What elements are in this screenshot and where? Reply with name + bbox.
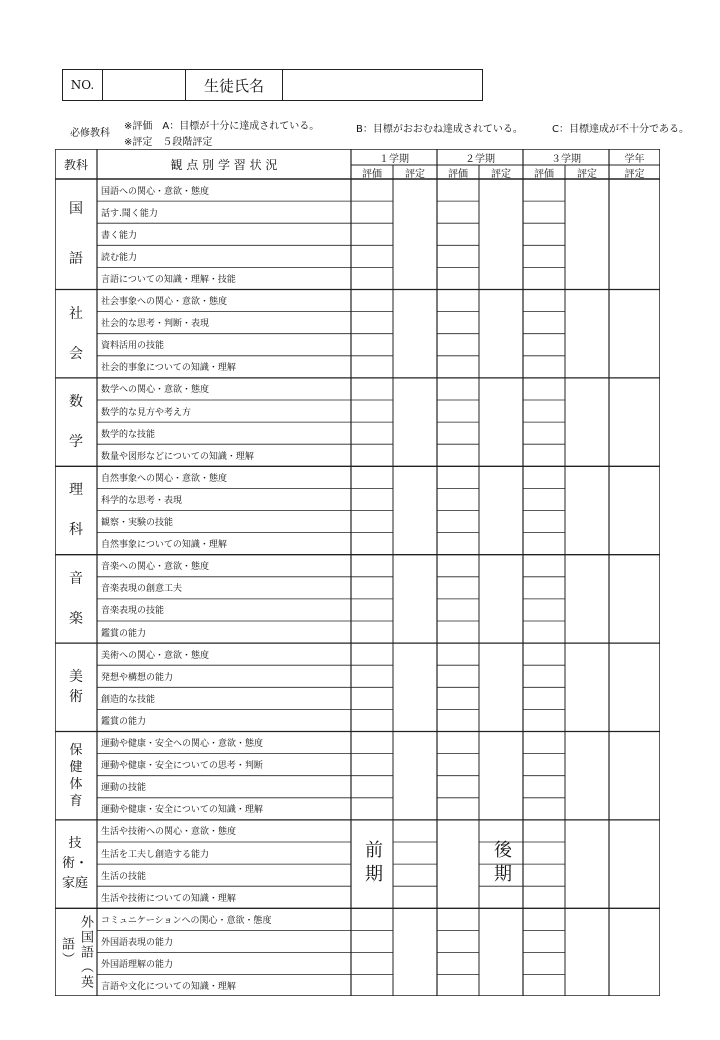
- eval-cell-term-1[interactable]: [351, 179, 393, 201]
- eval-cell-term-3[interactable]: [523, 732, 565, 754]
- viewpoint-item: 外国語表現の能力: [101, 937, 174, 948]
- subject-label-7: 保健体育: [69, 742, 83, 809]
- viewpoint-item: 運動や健康・安全への関心・意欲・態度: [101, 739, 264, 750]
- eval-cell-term-2[interactable]: [437, 312, 479, 334]
- eval-cell-term-2[interactable]: [437, 400, 479, 422]
- eval-cell-term-1[interactable]: [351, 754, 393, 776]
- eval-cell-term-1[interactable]: [351, 732, 393, 754]
- viewpoint-item: 社会的事象についての知識・理解: [101, 363, 236, 374]
- rating-cell-term-3[interactable]: [565, 643, 609, 731]
- rating-header-term-1: 評定: [405, 168, 425, 179]
- rating-cell-term-2[interactable]: [479, 908, 523, 996]
- eval-cell-term-3[interactable]: [523, 577, 565, 599]
- rating-cell-term-3[interactable]: [565, 908, 609, 996]
- eval-b-note: B：目標がおおむね達成されている。: [356, 124, 523, 135]
- eval-cell-term-1[interactable]: [351, 223, 393, 245]
- eval-cell-term-3[interactable]: [523, 356, 565, 378]
- subject-label-5: 音楽: [69, 570, 83, 627]
- year-rating-cell[interactable]: [609, 908, 660, 996]
- rating-cell-term-3[interactable]: [565, 378, 609, 466]
- viewpoint-item: 社会的な思考・判断・表現: [101, 319, 210, 330]
- eval-cell-term-2[interactable]: [437, 975, 479, 997]
- eval-cell-term-1[interactable]: [351, 533, 393, 555]
- viewpoint-item: 音楽表現の創意工夫: [101, 584, 183, 595]
- subject-label-8: 技術・家庭: [62, 836, 89, 892]
- term-header-2: ２学期: [465, 153, 495, 165]
- eval-cell-term-2[interactable]: [437, 621, 479, 643]
- year-rating-cell[interactable]: [609, 378, 660, 466]
- eval-cell-term-2[interactable]: [437, 555, 479, 577]
- eval-cell-term-3[interactable]: [523, 179, 565, 201]
- rating-cell-term-1[interactable]: [393, 555, 437, 643]
- eval-cell-term-3[interactable]: [523, 223, 565, 245]
- eval-cell-term-3[interactable]: [523, 908, 565, 930]
- viewpoint-item: 言語や文化についての知識・理解: [101, 982, 236, 993]
- eval-cell-term-3[interactable]: [523, 533, 565, 555]
- eval-cell-term-1[interactable]: [351, 687, 393, 709]
- eval-cell-term-3[interactable]: [523, 953, 565, 975]
- subject-label-9: 外国語（英語）: [59, 914, 93, 990]
- eval-cell-term-1[interactable]: [351, 953, 393, 975]
- rating-note: ※評定 ５段階評定: [124, 137, 213, 148]
- year-rating-header: 評定: [624, 168, 645, 179]
- rating-cell-term-1[interactable]: [393, 466, 437, 554]
- eval-cell-term-1[interactable]: [351, 709, 393, 731]
- viewpoint-item: 数学的な技能: [101, 429, 156, 440]
- eval-cell-term-1[interactable]: [351, 555, 393, 577]
- eval-cell-term-2[interactable]: [437, 687, 479, 709]
- eval-cell-term-2[interactable]: [437, 267, 479, 289]
- viewpoint-item: 読む能力: [101, 252, 138, 263]
- student-name-label: 生徒氏名: [186, 70, 283, 100]
- year-rating-cell[interactable]: [609, 732, 660, 820]
- viewpoint-item: 自然事象への関心・意欲・態度: [101, 473, 228, 484]
- viewpoint-item: 鑑賞の能力: [101, 628, 147, 639]
- viewpoint-item: 運動や健康・安全についての思考・判断: [101, 761, 263, 772]
- eval-cell-term-2[interactable]: [437, 356, 479, 378]
- eval-cell-term-2[interactable]: [437, 245, 479, 267]
- eval-cell-term-3[interactable]: [523, 378, 565, 400]
- viewpoint-item: コミュニケーションへの関心・意欲・態度: [101, 915, 272, 926]
- eval-note: ※評価 A：目標が十分に達成されている。: [124, 121, 320, 132]
- rating-cell-term-2[interactable]: [479, 555, 523, 643]
- eval-header-term-3: 評価: [534, 168, 554, 179]
- rating-cell-term-2[interactable]: [479, 732, 523, 820]
- viewpoint-item: 鑑賞の能力: [101, 716, 147, 727]
- eval-c-note: C：目標達成が不十分である。: [552, 124, 689, 135]
- eval-cell-term-3[interactable]: [523, 422, 565, 444]
- eval-cell-term-1[interactable]: [351, 400, 393, 422]
- viewpoint-item: 書く能力: [101, 230, 138, 241]
- eval-cell-term-1[interactable]: [351, 643, 393, 665]
- eval-cell-term-2[interactable]: [437, 732, 479, 754]
- second-half-label: 後期: [491, 840, 512, 889]
- evaluation-table: [55, 149, 660, 996]
- eval-cell-term-3[interactable]: [523, 975, 565, 997]
- year-rating-cell[interactable]: [609, 290, 660, 378]
- eval-cell-term-3[interactable]: [523, 930, 565, 952]
- eval-cell-term-1[interactable]: [351, 378, 393, 400]
- eval-cell-term-3[interactable]: [523, 798, 565, 820]
- rating-cell-term-2[interactable]: [479, 290, 523, 378]
- eval-cell-term-1[interactable]: [351, 577, 393, 599]
- eval-cell-term-3[interactable]: [523, 820, 565, 842]
- subject-label-1: 国語: [69, 201, 83, 268]
- eval-cell-term-2[interactable]: [437, 378, 479, 400]
- rating-header-term-3: 評定: [577, 168, 597, 179]
- eval-cell-term-2[interactable]: [437, 511, 479, 533]
- eval-cell-term-1[interactable]: [351, 665, 393, 687]
- viewpoint-item: 音楽への関心・意欲・態度: [101, 562, 210, 573]
- rating-cell-term-2[interactable]: [479, 466, 523, 554]
- eval-cell-term-2[interactable]: [437, 908, 479, 930]
- eval-cell-term-2[interactable]: [437, 201, 479, 223]
- rating-cell-term-3[interactable]: [565, 179, 609, 290]
- year-rating-cell[interactable]: [609, 820, 660, 908]
- term-header-3: ３学期: [551, 153, 581, 165]
- required-label: 必修教科: [70, 128, 110, 139]
- subject-column-header: 教科: [63, 157, 88, 172]
- viewpoint-item: 運動や健康・安全についての知識・理解: [101, 805, 263, 816]
- rating-cell-term-2[interactable]: [479, 378, 523, 466]
- year-rating-cell[interactable]: [609, 466, 660, 554]
- eval-header-term-1: 評価: [362, 168, 382, 179]
- eval-cell-term-1[interactable]: [351, 201, 393, 223]
- viewpoint-item: 自然事象についての知識・理解: [101, 540, 227, 551]
- eval-cell-term-2[interactable]: [437, 754, 479, 776]
- year-rating-cell[interactable]: [609, 179, 660, 290]
- viewpoint-item: 音楽表現の技能: [101, 606, 165, 617]
- rating-cell-term-3[interactable]: [565, 732, 609, 820]
- eval-cell-term-3[interactable]: [523, 267, 565, 289]
- eval-cell-term-3[interactable]: [523, 886, 565, 908]
- eval-cell-term-2[interactable]: [437, 953, 479, 975]
- eval-cell-term-2[interactable]: [437, 290, 479, 312]
- viewpoint-item: 発想や構想の能力: [101, 672, 174, 683]
- viewpoint-item: 生活や技術についての知識・理解: [101, 893, 236, 904]
- eval-cell-term-3[interactable]: [523, 555, 565, 577]
- eval-cell-term-3[interactable]: [523, 687, 565, 709]
- eval-cell-term-3[interactable]: [523, 312, 565, 334]
- eval-cell-term-3[interactable]: [523, 245, 565, 267]
- viewpoint-item: 国語への関心・意欲・態度: [101, 186, 210, 197]
- eval-cell-term-2[interactable]: [437, 643, 479, 665]
- rating-cell-term-1[interactable]: [393, 908, 437, 996]
- eval-cell-term-3[interactable]: [523, 400, 565, 422]
- subject-label-2: 社会: [69, 305, 83, 362]
- rating-cell-term-2[interactable]: [479, 643, 523, 731]
- rating-header-term-2: 評定: [491, 168, 511, 179]
- viewpoint-column-header: 観 点 別 学 習 状 況: [170, 157, 278, 172]
- viewpoint-item: 運動の技能: [101, 783, 147, 794]
- rating-cell-term-1[interactable]: [393, 290, 437, 378]
- eval-cell-term-3[interactable]: [523, 754, 565, 776]
- viewpoint-item: 社会事象への関心・意欲・態度: [101, 297, 228, 308]
- rating-cell-term-2[interactable]: [479, 179, 523, 290]
- rating-cell-term-3[interactable]: [565, 290, 609, 378]
- subject-label-4: 理科: [69, 482, 83, 539]
- eval-cell-term-2[interactable]: [437, 577, 479, 599]
- viewpoint-item: 創造的な技能: [101, 694, 156, 705]
- rating-cell-term-3[interactable]: [565, 555, 609, 643]
- eval-cell-term-2[interactable]: [437, 533, 479, 555]
- eval-cell-term-3[interactable]: [523, 201, 565, 223]
- year-rating-cell[interactable]: [609, 555, 660, 643]
- viewpoint-item: 言語についての知識・理解・技能: [101, 274, 236, 285]
- eval-cell-term-3[interactable]: [523, 466, 565, 488]
- rating-cell-term-1[interactable]: [393, 179, 437, 290]
- eval-cell-term-3[interactable]: [523, 599, 565, 621]
- eval-cell-term-1[interactable]: [351, 466, 393, 488]
- year-header: 学年: [624, 153, 645, 165]
- eval-cell-term-1[interactable]: [351, 599, 393, 621]
- eval-cell-term-3[interactable]: [523, 643, 565, 665]
- viewpoint-item: 美術への関心・意欲・態度: [101, 650, 210, 661]
- eval-cell-term-1[interactable]: [351, 334, 393, 356]
- viewpoint-item: 数量や図形などについての知識・理解: [101, 451, 254, 462]
- eval-cell-term-2[interactable]: [437, 798, 479, 820]
- eval-cell-term-1[interactable]: [351, 511, 393, 533]
- eval-cell-term-2[interactable]: [437, 334, 479, 356]
- eval-cell-term-2[interactable]: [437, 599, 479, 621]
- eval-cell-term-3[interactable]: [523, 709, 565, 731]
- eval-cell-term-1[interactable]: [351, 422, 393, 444]
- eval-cell-term-3[interactable]: [523, 621, 565, 643]
- eval-cell-term-1[interactable]: [351, 930, 393, 952]
- eval-cell-term-3[interactable]: [523, 776, 565, 798]
- viewpoint-item: 科学的な思考・表現: [101, 495, 183, 506]
- eval-cell-term-3[interactable]: [523, 665, 565, 687]
- header-box: [62, 69, 483, 101]
- viewpoint-item: 観察・実験の技能: [101, 518, 174, 529]
- eval-cell-term-2[interactable]: [437, 179, 479, 201]
- eval-cell-term-1[interactable]: [351, 267, 393, 289]
- viewpoint-item: 生活や技術への関心・意欲・態度: [101, 827, 237, 838]
- eval-cell-term-1[interactable]: [351, 621, 393, 643]
- eval-cell-term-3[interactable]: [523, 864, 565, 886]
- eval-cell-term-1[interactable]: [351, 488, 393, 510]
- viewpoint-item: 話す.聞く能力: [101, 208, 158, 219]
- eval-cell-term-3[interactable]: [523, 488, 565, 510]
- eval-cell-term-3[interactable]: [523, 290, 565, 312]
- no-label: NO.: [63, 70, 103, 100]
- eval-cell-term-1[interactable]: [351, 356, 393, 378]
- subject-label-6: 美術: [69, 669, 83, 706]
- viewpoint-item: 生活を工夫し創造する能力: [101, 849, 210, 860]
- viewpoint-item: 数学への関心・意欲・態度: [101, 385, 210, 396]
- eval-cell-term-1[interactable]: [351, 776, 393, 798]
- eval-cell-term-2[interactable]: [437, 709, 479, 731]
- first-half-label: 前期: [362, 840, 383, 889]
- eval-cell-term-2[interactable]: [437, 665, 479, 687]
- eval-cell-term-1[interactable]: [351, 444, 393, 466]
- eval-cell-term-2[interactable]: [437, 422, 479, 444]
- eval-cell-term-2[interactable]: [437, 930, 479, 952]
- student-name-field[interactable]: [283, 70, 482, 100]
- eval-cell-term-1[interactable]: [351, 798, 393, 820]
- viewpoint-item: 生活の技能: [101, 871, 147, 882]
- viewpoint-item: 数学的な見方や考え方: [101, 407, 192, 418]
- eval-cell-term-2[interactable]: [437, 466, 479, 488]
- rating-cell-term-3[interactable]: [565, 466, 609, 554]
- rating-cell-term-1[interactable]: [393, 378, 437, 466]
- eval-cell-term-2[interactable]: [437, 488, 479, 510]
- eval-cell-term-2[interactable]: [437, 223, 479, 245]
- eval-cell-term-1[interactable]: [351, 290, 393, 312]
- viewpoint-item: 外国語理解の能力: [101, 960, 174, 971]
- eval-cell-term-1[interactable]: [351, 245, 393, 267]
- viewpoint-item: 資料活用の技能: [101, 341, 165, 352]
- rating-cell-term-1[interactable]: [393, 732, 437, 820]
- eval-cell-term-1[interactable]: [351, 908, 393, 930]
- eval-cell-term-1[interactable]: [351, 975, 393, 997]
- subject-label-3: 数学: [69, 393, 83, 451]
- eval-cell-term-2[interactable]: [437, 444, 479, 466]
- rating-cell-term-1[interactable]: [393, 643, 437, 731]
- eval-cell-term-3[interactable]: [523, 511, 565, 533]
- rating-cell-term-3[interactable]: [565, 820, 609, 908]
- no-field[interactable]: [103, 70, 186, 100]
- term-header-1: １学期: [379, 153, 409, 165]
- eval-header-term-2: 評価: [448, 168, 468, 179]
- year-rating-cell[interactable]: [609, 643, 660, 731]
- eval-cell-term-3[interactable]: [523, 444, 565, 466]
- eval-cell-term-2[interactable]: [437, 776, 479, 798]
- eval-cell-term-3[interactable]: [523, 842, 565, 864]
- eval-cell-term-3[interactable]: [523, 334, 565, 356]
- eval-cell-term-1[interactable]: [351, 312, 393, 334]
